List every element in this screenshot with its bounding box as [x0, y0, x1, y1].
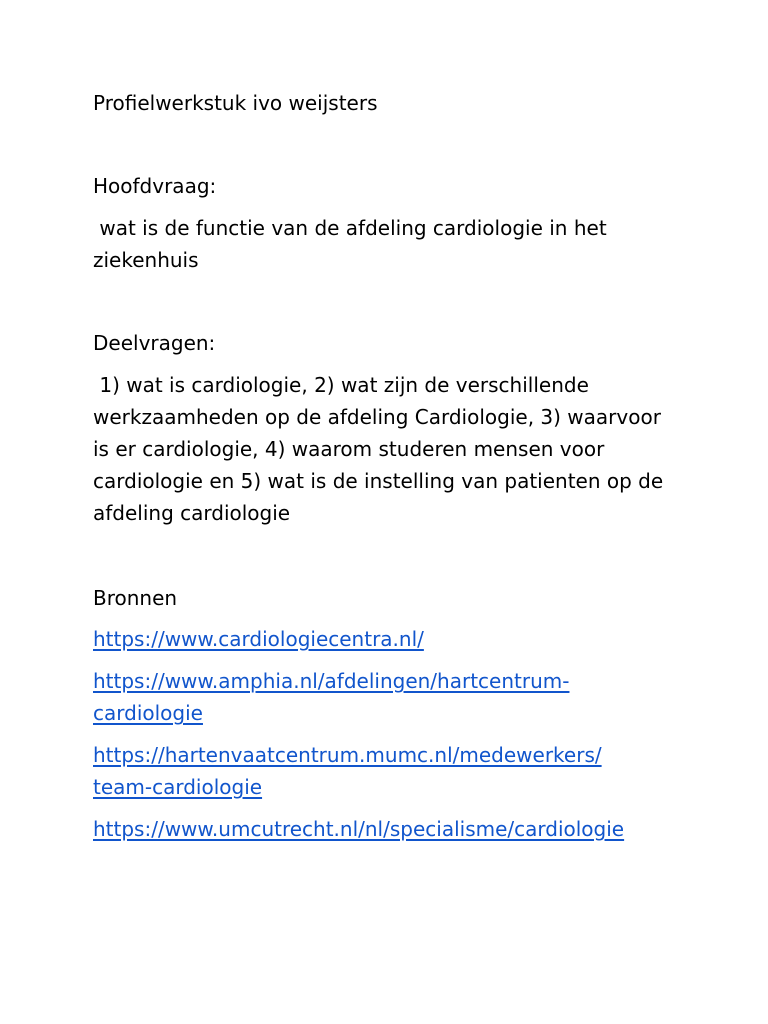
source-link-3-line-2[interactable]: team-cardiologie [93, 775, 263, 799]
main-question-text: wat is de functie van de afdeling cardiologie in het ziekenhuis [93, 216, 614, 272]
source-link-2[interactable] [93, 665, 653, 729]
sub-questions-label: Deelvragen: [93, 331, 216, 355]
source-link-3[interactable] [93, 739, 653, 803]
source-link-4-line-1[interactable]: https://www.umcutrecht.nl/nl/specialisme/cardiologie [93, 817, 625, 841]
source-link-4[interactable] [93, 813, 733, 845]
source-link-1[interactable] [93, 623, 653, 655]
document-title: Profielwerkstuk ivo weijsters [93, 91, 378, 115]
sub-questions-text: 1) wat is cardiologie, 2) wat zijn de verschillende werkzaamheden op de afdeling Cardiologie, 3) waarvoor is er cardiologie, 4) waarom studeren mensen voor cardiologie en 5) wat is de instelling van patienten op de afdeling cardiologie [93, 373, 670, 525]
main-question-label: Hoofdvraag: [93, 174, 217, 198]
source-link-1-line-1[interactable]: https://www.cardiologiecentra.nl/ [93, 627, 424, 651]
source-link-3-line-1[interactable]: https://hartenvaatcentrum.mumc.nl/medewerkers/ [93, 743, 602, 767]
source-link-2-line-1[interactable]: https://www.amphia.nl/afdelingen/hartcentrum- [93, 669, 570, 693]
source-link-2-line-2[interactable]: cardiologie [93, 701, 203, 725]
sources-label: Bronnen [93, 586, 178, 610]
